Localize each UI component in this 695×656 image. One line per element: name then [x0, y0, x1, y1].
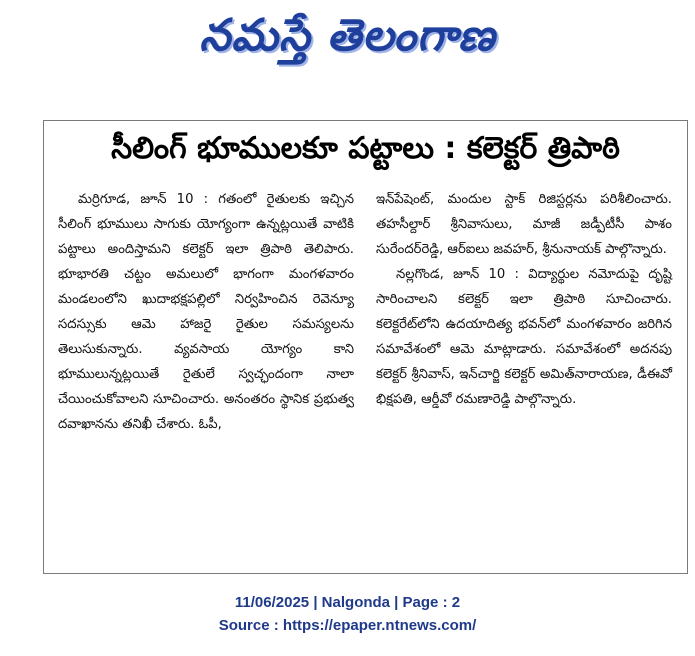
article-paragraph: నల్లగొండ, జూన్ 10 : విద్యార్థుల నమోదుపై దృష్టి సారించాలని కలెక్టర్ ఇలా త్రిపాఠి సూచించారు. కలెక్టరేట్‌లోని ఉదయాదిత్య భవన్‌లో మంగళవారం జరిగిన సమావేశంలో ఆమె మాట్లాడారు. సమావేశంలో అదనపు కలెక్టర్ శ్రీనివాస్, ఇన్‌చార్జి కలెక్టర్ అమిత్‌నారాయణ, డీఈవో భిక్షపతి, ఆర్డీవో రమణారెడ్డి పాల్గొన్నారు. — [376, 267, 672, 407]
article-column-right — [376, 187, 672, 412]
footer-source-link[interactable]: Source : https://epaper.ntnews.com/ — [218, 617, 477, 634]
article-frame — [43, 120, 688, 574]
article-paragraph: మర్రిగూడ, జూన్ 10 : గతంలో రైతులకు ఇచ్చిన సీలింగ్ భూములు సాగుకు యోగ్యంగా ఉన్నట్లయితే వాటికి పట్టాలు అందిస్తామని కలెక్టర్ ఇలా త్రిపాఠి తెలిపారు. భూభారతి చట్టం అమలులో భాగంగా మంగళవారం మండలంలోని ఖుదాభక్షపల్లిలో నిర్వహించిన రెవెన్యూ సదస్సుకు ఆమె హాజరై రైతుల సమస్యలను తెలుసుకున్నారు. వ్యవసాయ యోగ్యం కాని భూములున్నట్లయితే రైతులే స్వచ్ఛందంగా నాలా చేయించుకోవాలని సూచించారు. అనంతరం స్థానిక ప్రభుత్వ దవాఖానను తనిఖీ చేశారు. ఓపీ, — [58, 192, 354, 432]
article-paragraph: ఇన్‌పేషెంట్, మందుల స్టాక్ రిజిస్టర్లను పరిశీలించారు. తహసీల్దార్ శ్రీనివాసులు, మాజీ జడ్పీటీసీ పాశం సురేందర్‌రెడ్డి, ఆర్‌ఐలు జవహర్, శ్రీనునాయక్ పాల్గొన్నారు. — [376, 192, 672, 257]
article-column-left — [58, 187, 354, 437]
newspaper-logo: నమస్తే తెలంగాణ — [199, 10, 496, 61]
masthead — [0, 0, 695, 80]
footer-date-edition: 11/06/2025 | Nalgonda | Page : 2 — [234, 594, 461, 611]
article-headline: సీలింగ్ భూములకూ పట్టాలు : కలెక్టర్ త్రిపాఠి — [111, 131, 620, 166]
article-body — [58, 187, 672, 567]
